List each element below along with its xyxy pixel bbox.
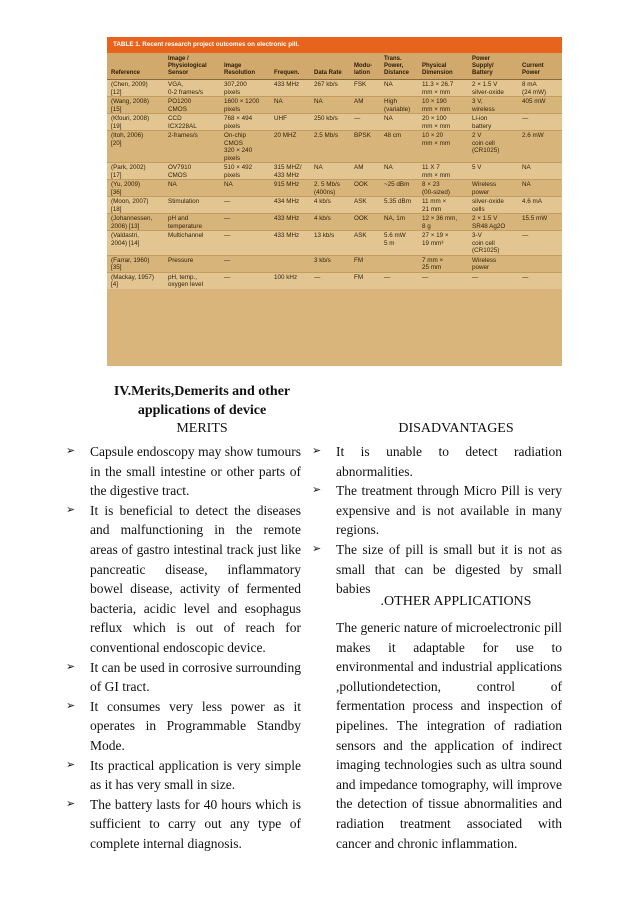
- table-cell: —: [220, 255, 270, 272]
- table-cell: 307,200 pixels: [220, 80, 270, 97]
- table-cell: OOK: [350, 214, 380, 231]
- table-cell: 250 kb/s: [310, 114, 350, 131]
- arrow-bullet-icon: ➢: [66, 699, 76, 712]
- table-row: [107, 163, 562, 180]
- table-cell: pH and temperature: [164, 214, 220, 231]
- table-cell: PO1200 CMOS: [164, 97, 220, 114]
- table-cell: 3 V, wireless: [468, 97, 518, 114]
- research-table: [107, 53, 562, 289]
- table-cell: 48 cm: [380, 131, 418, 163]
- table-cell: 11 mm × 21 mm: [418, 197, 468, 214]
- merit-item: ➢ It can be used in corrosive surrounding of GI tract.: [66, 659, 301, 695]
- table-cell: CCD ICX228AL: [164, 114, 220, 131]
- table-header-cell: Current Power: [518, 53, 562, 80]
- table-cell: (Johannessen, 2006) [13]: [107, 214, 164, 231]
- table-cell: [518, 255, 562, 272]
- table-cell: (Yu, 2009) [36]: [107, 180, 164, 197]
- table-cell: 5 V: [468, 163, 518, 180]
- table-cell: Wireless power: [468, 180, 518, 197]
- arrow-bullet-icon: ➢: [312, 542, 322, 555]
- table-cell: 4 kb/s: [310, 214, 350, 231]
- merit-item: ➢ It is beneficial to detect the diseases and malfunctioning in the remote areas of gastro intestinal track just like pancreatic disease, inflammatory bowel disease, activity of fermented bacteria, acidic level and esophagus reflux which is out of reach for conventional endoscopic device.: [66, 502, 301, 655]
- table-cell: 433 MHz: [270, 80, 310, 97]
- arrow-bullet-icon: ➢: [312, 445, 322, 457]
- table-cell: Multichannel: [164, 231, 220, 256]
- table-cell: 915 MHz: [270, 180, 310, 197]
- merit-item: ➢ It consumes very less power as it operates in Programmable Standby Mode.: [66, 698, 301, 753]
- table-cell: AM: [350, 97, 380, 114]
- table-cell: NA: [380, 80, 418, 97]
- table-cell: —: [220, 214, 270, 231]
- research-table-figure: [107, 37, 562, 366]
- table-cell: 405 mW: [518, 97, 562, 114]
- table-cell: 2 V coin cell (CR1025): [468, 131, 518, 163]
- table-cell: Pressure: [164, 255, 220, 272]
- table-row: [107, 131, 562, 163]
- table-cell: NA: [518, 180, 562, 197]
- table-cell: 2.5 Mb/s: [310, 131, 350, 163]
- table-cell: (Moon, 2007) [18]: [107, 197, 164, 214]
- table-cell: On-chip CMOS 320 × 240 pixels: [220, 131, 270, 163]
- table-header-cell: Frequen.: [270, 53, 310, 80]
- table-cell: 2-frames/s: [164, 131, 220, 163]
- table-cell: 434 MHz: [270, 197, 310, 214]
- arrow-bullet-icon: ➢: [312, 484, 322, 497]
- table-cell: —: [518, 114, 562, 131]
- table-cell: 13 kb/s: [310, 231, 350, 256]
- table-cell: OOK: [350, 180, 380, 197]
- table-cell: 2.6 mW: [518, 131, 562, 163]
- table-cell: FM: [350, 272, 380, 289]
- table-cell: Li-ion battery: [468, 114, 518, 131]
- arrow-bullet-icon: ➢: [66, 758, 76, 771]
- table-header-cell: Physical Dimension: [418, 53, 468, 80]
- table-cell: (Farrar, 1960) [35]: [107, 255, 164, 272]
- table-cell: —: [220, 231, 270, 256]
- table-cell: (Chen, 2009) [12]: [107, 80, 164, 97]
- table-header-cell: Modu- lation: [350, 53, 380, 80]
- table-cell: —: [350, 114, 380, 131]
- table-cell: 8 mA (24 mW): [518, 80, 562, 97]
- table-cell: —: [518, 272, 562, 289]
- table-row: [107, 231, 562, 256]
- table-cell: NA, 1m: [380, 214, 418, 231]
- table-cell: (Mackay, 1957) [4]: [107, 272, 164, 289]
- table-cell: 1600 × 1200 pixels: [220, 97, 270, 114]
- table-cell: [270, 255, 310, 272]
- merits-heading: MERITS: [176, 421, 228, 436]
- table-cell: 12 × 36 mm, 8 g: [418, 214, 468, 231]
- table-cell: —: [468, 272, 518, 289]
- table-cell: NA: [310, 97, 350, 114]
- table-cell: AM: [350, 163, 380, 180]
- table-cell: 5.6 mW 5 m: [380, 231, 418, 256]
- table-cell: 11 X 7 mm × mm: [418, 163, 468, 180]
- table-cell: 3 kb/s: [310, 255, 350, 272]
- table-cell: 100 kHz: [270, 272, 310, 289]
- table-cell: (Park, 2002) [17]: [107, 163, 164, 180]
- arrow-bullet-icon: ➢: [66, 797, 76, 810]
- table-cell: 315 MHZ/ 433 MHz: [270, 163, 310, 180]
- other-applications-heading: .OTHER APPLICATIONS: [380, 594, 532, 609]
- table-cell: 2. 5 Mb/s (400ns): [310, 180, 350, 197]
- table-cell: ~25 dBm: [380, 180, 418, 197]
- table-row: [107, 80, 562, 97]
- merit-item: ➢ Its practical application is very simple as it has very small in size.: [66, 757, 301, 793]
- merit-item: ➢ The battery lasts for 40 hours which is sufficient to carry out any type of complete internal diagnosis.: [66, 796, 301, 851]
- table-cell: Stimulation: [164, 197, 220, 214]
- table-cell: 20 × 100 mm × mm: [418, 114, 468, 131]
- merit-item: ➢ Capsule endoscopy may show tumours in the small intestine or other parts of the digestive tract.: [66, 444, 301, 499]
- table-cell: VGA, 0-2 frames/s: [164, 80, 220, 97]
- table-cell: 10 × 20 mm × mm: [418, 131, 468, 163]
- table-cell: 15.5 mW: [518, 214, 562, 231]
- table-cell: (Wang, 2008) [15]: [107, 97, 164, 114]
- table-cell: High (variable): [380, 97, 418, 114]
- table-cell: NA: [518, 163, 562, 180]
- arrow-bullet-icon: ➢: [66, 503, 76, 516]
- table-cell: (Itoh, 2006) [20]: [107, 131, 164, 163]
- table-cell: FSK: [350, 80, 380, 97]
- disadvantage-item: ➢ It is unable to detect radiation abnormalities.: [312, 444, 562, 479]
- table-cell: 433 MHz: [270, 214, 310, 231]
- table-cell: 510 × 492 pixels: [220, 163, 270, 180]
- table-cell: —: [220, 272, 270, 289]
- table-cell: —: [518, 231, 562, 256]
- table-cell: —: [220, 197, 270, 214]
- table-cell: OV7910 CMOS: [164, 163, 220, 180]
- table-cell: ASK: [350, 231, 380, 256]
- table-cell: 11.3 × 26.7 mm × mm: [418, 80, 468, 97]
- arrow-bullet-icon: ➢: [66, 445, 76, 457]
- table-cell: BPSK: [350, 131, 380, 163]
- table-title: TABLE 1. Recent research project outcomes on electronic pill.: [107, 37, 562, 53]
- table-cell: ASK: [350, 197, 380, 214]
- table-cell: 433 MHz: [270, 231, 310, 256]
- table-cell: 2 × 1.5 V SR48 Ag2O: [468, 214, 518, 231]
- table-cell: NA: [310, 163, 350, 180]
- table-header-cell: Trans. Power, Distance: [380, 53, 418, 80]
- table-cell: NA: [270, 97, 310, 114]
- table-header-cell: Image Resolution: [220, 53, 270, 80]
- table-cell: silver-oxide cells: [468, 197, 518, 214]
- table-cell: 2 × 1.5 V silver-oxide: [468, 80, 518, 97]
- table-row: [107, 255, 562, 272]
- disadvantages-heading: DISADVANTAGES: [398, 421, 514, 436]
- table-cell: pH, temp., oxygen level: [164, 272, 220, 289]
- table-cell: NA: [380, 163, 418, 180]
- table-cell: (Kfouri, 2008) [19]: [107, 114, 164, 131]
- merits-list: [66, 442, 301, 853]
- other-applications-paragraph: The generic nature of microelectronic pill makes it adaptable for use to environmental and industrial applications ,pollutiondetection, control of fermentation process and inspection of pipelines. The integration of radiation sensors and the application of indirect imaging technologies such as ultra sound and impedance tomography, will improve the detection of tissue abnormalities and radiation treatment associated with cancer and chronic inflammation.: [336, 620, 562, 851]
- table-cell: 267 kb/s: [310, 80, 350, 97]
- table-header-cell: Image / Physiological Sensor: [164, 53, 220, 80]
- table-cell: —: [310, 272, 350, 289]
- disadvantages-list: [312, 442, 562, 599]
- disadvantage-item: ➢ The size of pill is small but it is not as small that can be digested by small babies: [312, 541, 562, 597]
- table-row: [107, 214, 562, 231]
- table-cell: [380, 255, 418, 272]
- disadvantage-item: ➢ The treatment through Micro Pill is very expensive and is not available in many regions.: [312, 483, 562, 538]
- table-header-cell: Power Supply/ Battery: [468, 53, 518, 80]
- table-cell: —: [418, 272, 468, 289]
- table-cell: NA: [164, 180, 220, 197]
- table-cell: NA: [380, 114, 418, 131]
- table-cell: 3-V coin cell (CR1025): [468, 231, 518, 256]
- table-cell: 4.6 mA: [518, 197, 562, 214]
- table-cell: 4 kb/s: [310, 197, 350, 214]
- table-cell: 768 × 494 pixels: [220, 114, 270, 131]
- table-header-row: [107, 53, 562, 80]
- table-cell: —: [380, 272, 418, 289]
- table-header-cell: Reference: [107, 53, 164, 80]
- arrow-bullet-icon: ➢: [66, 660, 76, 673]
- table-cell: Wireless power: [468, 255, 518, 272]
- table-row: [107, 114, 562, 131]
- table-cell: UHF: [270, 114, 310, 131]
- table-cell: 8 × 23 (00-sized): [418, 180, 468, 197]
- table-row: [107, 272, 562, 289]
- section-heading: IV.Merits,Demerits and other applications of device: [113, 384, 291, 418]
- table-header-cell: Data Rate: [310, 53, 350, 80]
- table-cell: FM: [350, 255, 380, 272]
- table-cell: 5.35 dBm: [380, 197, 418, 214]
- table-row: [107, 97, 562, 114]
- table-row: [107, 180, 562, 197]
- table-cell: 10 × 190 mm × mm: [418, 97, 468, 114]
- table-cell: 7 mm × 25 mm: [418, 255, 468, 272]
- table-cell: (Valdastri, 2004) [14]: [107, 231, 164, 256]
- table-row: [107, 197, 562, 214]
- table-cell: 20 MHZ: [270, 131, 310, 163]
- table-cell: NA: [220, 180, 270, 197]
- table-cell: 27 × 19 × 19 mm³: [418, 231, 468, 256]
